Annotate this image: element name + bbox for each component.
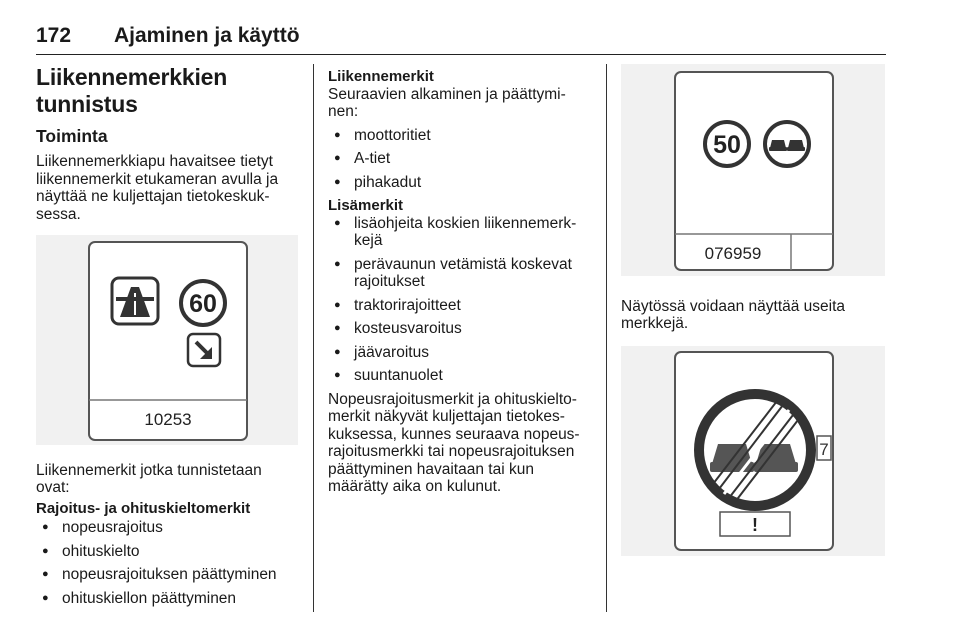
list-item: ● suuntanuolet xyxy=(328,367,594,385)
column-2 xyxy=(328,68,594,496)
additional-sign-list xyxy=(328,215,594,385)
end-no-overtaking-icon xyxy=(699,394,811,506)
group-label-traffic-signs: Liikennemerkit xyxy=(328,68,434,85)
group-label-restriction: Rajoitus- ja ohituskieltomerkit xyxy=(36,499,251,517)
list-item: ● A-tiet xyxy=(328,150,594,168)
figure-speed-no-overtaking xyxy=(621,64,887,281)
side-indicator: 7 xyxy=(819,439,829,459)
figure-caption: Näytössä voidaan näyttää useita merkkejä. xyxy=(621,297,846,332)
list-item: ● moottoritiet xyxy=(328,127,594,145)
group-label-additional: Lisämerkit xyxy=(328,197,404,214)
list-item: ● kosteusvaroitus xyxy=(328,320,594,338)
speed-limit-icon xyxy=(705,122,749,166)
column-1 xyxy=(36,64,304,607)
figure-id: 076959 xyxy=(704,244,762,263)
figure-id: 10253 xyxy=(144,410,192,429)
list-item: ● perävaunun vetämistä koskevat rajoitukset xyxy=(328,256,594,291)
speed-limit-icon xyxy=(181,281,225,325)
list-item: ● nopeusrajoituksen päättyminen xyxy=(36,566,304,584)
column-divider-1 xyxy=(313,64,314,612)
speed-value-60: 60 xyxy=(189,290,217,318)
speed-value-50: 50 xyxy=(713,131,741,159)
list-item: ● traktorirajoitteet xyxy=(328,297,594,315)
no-overtaking-icon xyxy=(765,122,809,166)
column-divider-2 xyxy=(606,64,607,612)
list-item: ● nopeusrajoitus xyxy=(36,519,304,537)
display-sign-illustration-2 xyxy=(621,64,885,276)
display-sign-illustration xyxy=(36,235,298,445)
restriction-list xyxy=(36,519,304,607)
warning-indicator: ! xyxy=(752,514,758,535)
figure-end-no-overtaking xyxy=(621,346,887,561)
recognized-intro: Liikennemerkit jotka tunnistetaan ovat: xyxy=(36,461,262,496)
direction-arrow-icon xyxy=(188,334,220,366)
display-duration-paragraph: Nopeusrajoitusmerkit ja ohituskielto- merkit näkyvät kuljettajan tietokes- kuksessa, kunnes seuraava nopeus- rajoitusmerkki tai nopeusrajoituksen päättyminen havaitaan tai kun määrätty aika on kulunut. xyxy=(328,390,580,495)
chapter-title: Ajaminen ja käyttö xyxy=(114,24,300,47)
list-item: ● pihakadut xyxy=(328,174,594,192)
section-title: Liikennemerkkien tunnistus xyxy=(36,64,228,117)
intro-paragraph: Liikennemerkkiapu havaitsee tietyt liikennemerkit etukameran avulla ja näyttää ne kuljettajan tietokeskuk- sessa. xyxy=(36,153,279,223)
list-item: ● ohituskielto xyxy=(36,543,304,561)
display-sign-illustration-3 xyxy=(621,346,885,556)
subsection-title: Toiminta xyxy=(36,126,108,146)
page-number: 172 xyxy=(36,24,72,47)
list-item: ● ohituskiellon päättyminen xyxy=(36,590,304,608)
page-header xyxy=(36,22,886,55)
list-item: ● jäävaroitus xyxy=(328,344,594,362)
traffic-sign-list xyxy=(328,127,594,192)
column-3 xyxy=(621,64,887,560)
start-end-paragraph: Seuraavien alkaminen ja päättymi- nen: xyxy=(328,85,566,120)
figure-motorway-speed-sign xyxy=(36,235,304,450)
list-item: ● lisäohjeita koskien liikennemerk- kejä xyxy=(328,215,594,250)
motorway-icon xyxy=(112,278,158,324)
